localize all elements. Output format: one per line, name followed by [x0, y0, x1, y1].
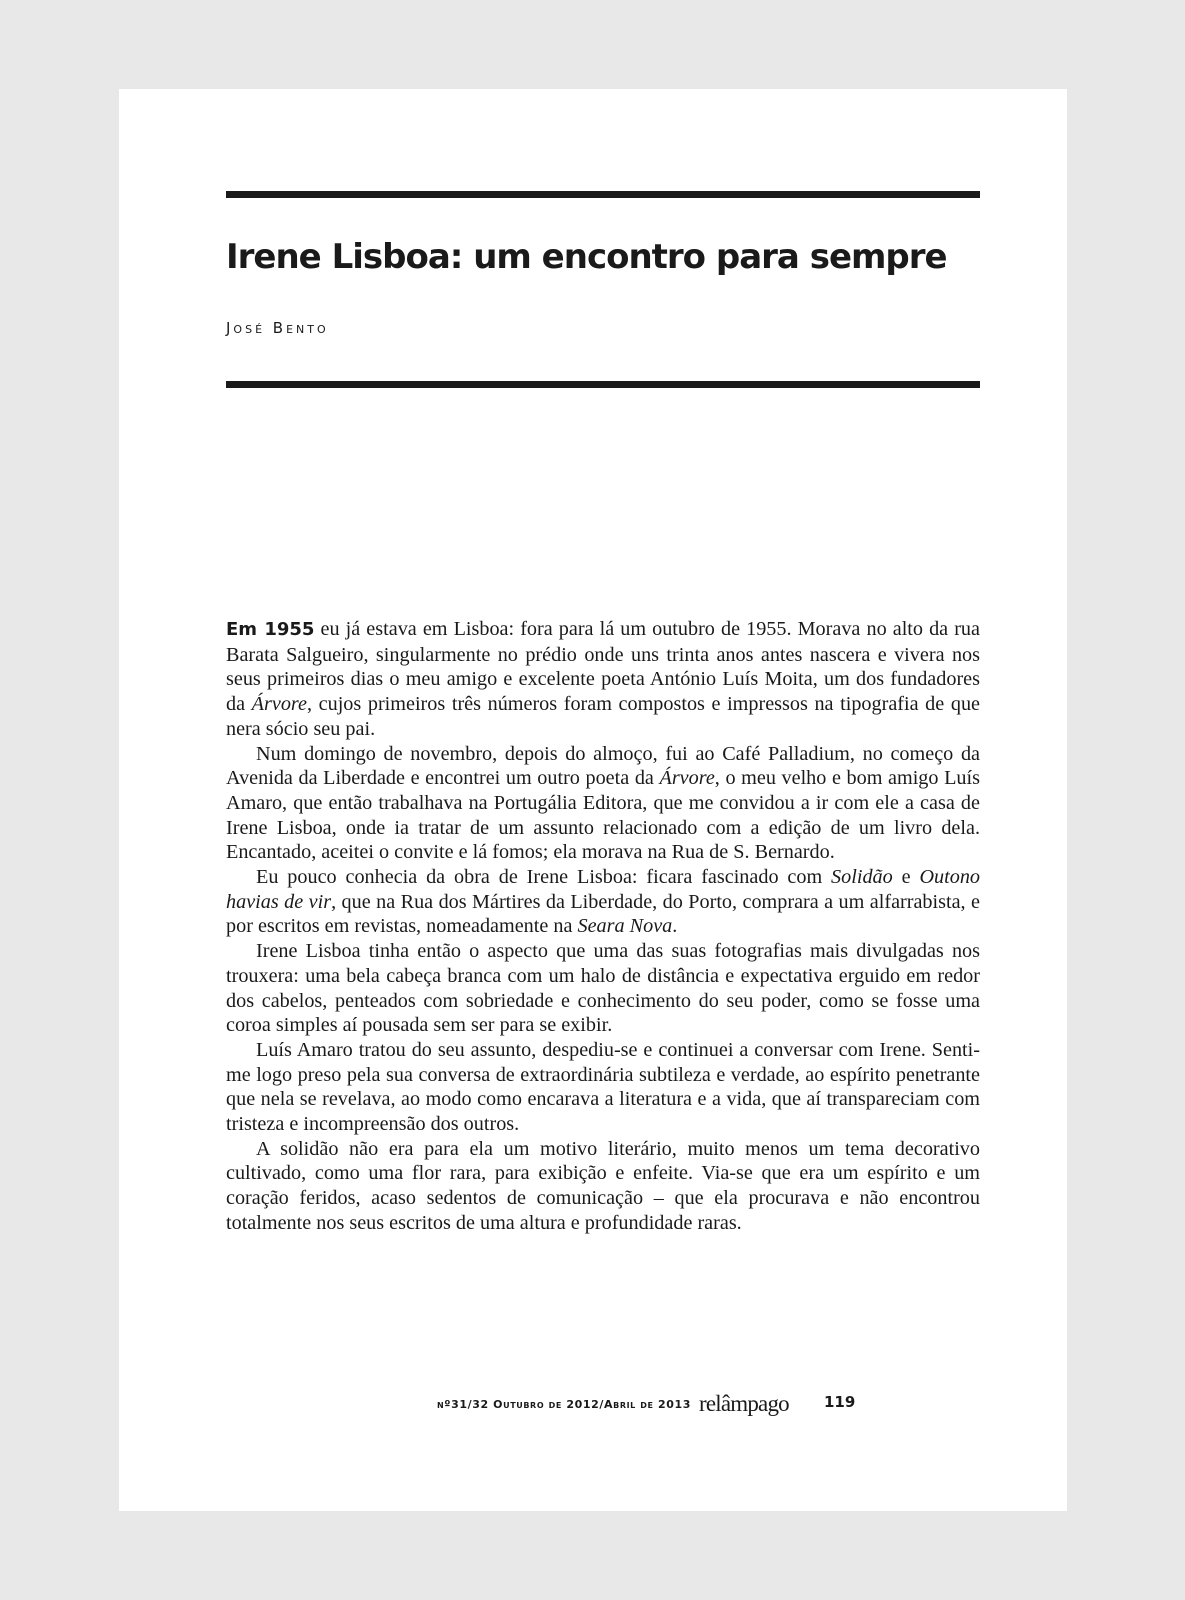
article-body: [226, 617, 980, 1236]
italic-title: Árvore: [659, 767, 715, 790]
page-number: 119: [824, 1393, 856, 1411]
body-paragraph: [226, 1038, 980, 1137]
italic-title: Seara Nova: [577, 915, 673, 938]
header-top-rule: [226, 191, 980, 198]
italic-title: Árvore: [251, 693, 307, 716]
text-run: e: [892, 866, 920, 889]
body-paragraph: [226, 1137, 980, 1236]
body-paragraph: [226, 742, 980, 866]
document-page: [119, 89, 1067, 1511]
text-run: .: [672, 915, 678, 938]
text-run: Irene Lisboa tinha então o aspecto que uma das suas fotografias mais divulgadas nos trouxera: uma bela cabeça branca com um halo de distância e expectativa erguido em redor dos cabelos, penteados com sobriedade e conhecimento do seu poder, como se fosse uma coroa simples aí pousada sem ser para se exibir.: [226, 940, 980, 1037]
text-run: A solidão não era para ela um motivo literário, muito menos um tema decorativo cultivado, como uma flor rara, para exibição e enfeite. Via-se que era um espírito e um coração feridos, acaso sedentos de comunicação – que ela procurava e não encontrou totalmente nos seus escritos de uma altura e profundidade raras.: [226, 1137, 980, 1234]
issue-info: nº31/32 Outubro de 2012/Abril de 2013: [437, 1398, 692, 1411]
lead-in-text: Em 1955: [226, 619, 315, 640]
text-run: , o meu velho e bom amigo Luís Amaro, que então trabalhava na Portugália Editora, que me convidou a ir com ele a casa de Irene Lisboa, onde ia tratar de um assunto relacionado com a edição de um livro dela. Encantado, aceitei o convite e lá fomos; ela morava na Rua de S. Bernardo.: [226, 767, 980, 864]
text-run: , que na Rua dos Mártires da Liberdade, do Porto, comprara a um alfarrabista, e por escritos em revistas, nomeadamente na: [226, 890, 981, 938]
text-run: Eu pouco conhecia da obra de Irene Lisboa: ficara fascinado com: [256, 866, 832, 889]
article-author: José Bento: [226, 319, 329, 337]
body-paragraph: [226, 617, 980, 742]
body-paragraph: [226, 939, 980, 1038]
italic-title: Outono havias de vir: [226, 866, 980, 913]
italic-title: Solidão: [831, 866, 893, 889]
text-run: Num domingo de novembro, depois do almoço, fui ao Café Palladium, no começo da Avenida da Liberdade e encontrei um outro poeta da: [226, 742, 980, 790]
text-run: , cujos primeiros três números foram compostos e impressos na tipografia de que nera sócio seu pai.: [226, 693, 980, 740]
text-run: eu já estava em Lisboa: fora para lá um outubro de 1955. Morava no alto da rua Barata Salgueiro, singularmente no prédio onde uns trinta anos antes nascera e vivera nos seus primeiros dias o meu amigo e excelente poeta António Luís Moita, um dos fundadores da: [226, 618, 980, 716]
magazine-name: relâmpago: [699, 1391, 789, 1416]
text-run: Luís Amaro tratou do seu assunto, despediu-se e continuei a conversar com Irene. Senti-me logo preso pela sua conversa de extraordinária subtileza e verdade, ao espírito penetrante que nela se revelava, ao modo como encarava a literatura e a vida, que aí transpareciam com tristeza e incompreensão dos outros.: [226, 1038, 980, 1136]
body-paragraph: [226, 865, 980, 939]
article-title: Irene Lisboa: um encontro para sempre: [226, 237, 947, 277]
header-bottom-rule: [226, 381, 980, 388]
